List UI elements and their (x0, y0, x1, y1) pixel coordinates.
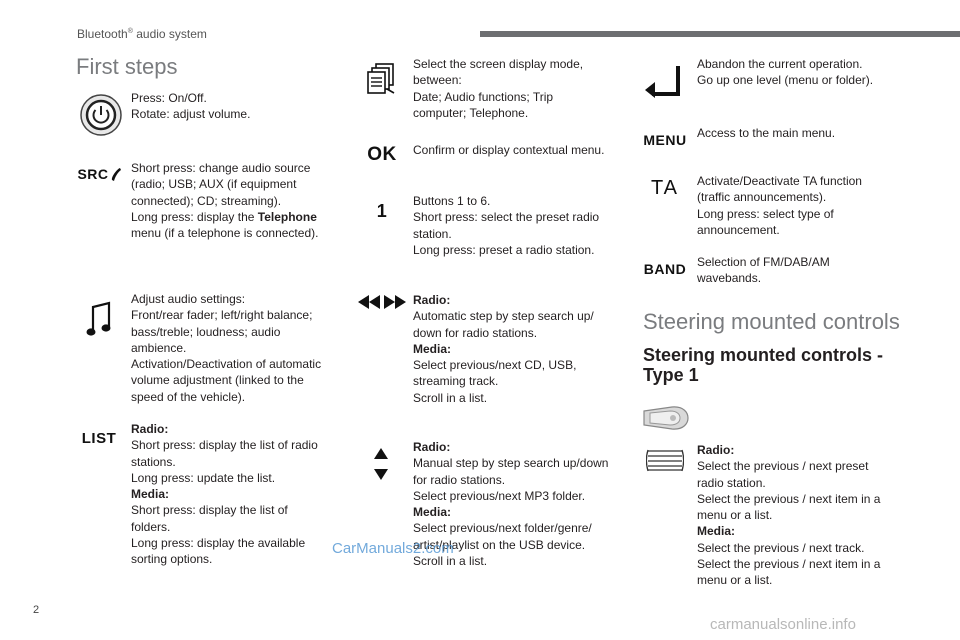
ta-button-icon: TA (650, 176, 680, 199)
page-number: 2 (33, 604, 40, 616)
ok-button-icon: OK (367, 144, 397, 165)
power-description: Press: On/Off. Rotate: adjust volume. (131, 91, 251, 122)
src-description: Short press: change audio source (radio; USB; AUX (if equipment connected); CD; streaming). Long press: display the Telephone menu (if a telephone is connected). (131, 161, 319, 241)
back-return-icon (643, 63, 685, 99)
display-mode-icon (366, 62, 396, 96)
list-description: Radio: Short press: display the list of radio stations. Long press: update the list. Media: Short press: display the list of folders. Long press: display the available sorting options. (131, 422, 318, 567)
preset-number-icon: 1 (376, 200, 388, 221)
steering-type1-heading: Steering mounted controls - Type 1 (643, 345, 884, 385)
ok-description: Confirm or display contextual menu. (413, 143, 605, 157)
watermark-carmanuals2[interactable]: CarManuals2.com (332, 540, 454, 557)
steering-controls-heading: Steering mounted controls (643, 309, 900, 334)
watermark-carmanualsonline[interactable]: carmanualsonline.info (710, 616, 856, 633)
band-button-icon: BAND (643, 261, 687, 277)
music-note-icon (84, 300, 114, 340)
band-description: Selection of FM/DAB/AM wavebands. (697, 255, 830, 286)
display-mode-description: Select the screen display mode, between: Date; Audio functions; Trip computer; Telephone. (413, 57, 584, 120)
running-header: Bluetooth® audio system (77, 27, 207, 41)
audio-settings-description: Adjust audio settings: Front/rear fader; left/right balance; bass/treble; loudness; audio ambience. Activation/Deactivation of automatic volume adjustment (linked to the speed of the vehicle). (131, 292, 322, 404)
thumbwheel-description: Radio: Select the previous / next preset radio station. Select the previous / next item in a menu or a list. Media: Select the previous / next track. Select the previous / next item in a menu or a list. (697, 443, 881, 588)
menu-button-icon: MENU (643, 132, 687, 148)
ta-description: Activate/Deactivate TA function (traffic announcements). Long press: select type of announcement. (697, 174, 862, 237)
src-telephone-icon: SRC (75, 163, 125, 185)
preset-buttons-description: Buttons 1 to 6. Short press: select the preset radio station. Long press: preset a radio station. (413, 194, 600, 257)
manual-search-description: Radio: Manual step by step search up/down for radio stations. Select previous/next MP3 folder. Media: Select previous/next folder/genre/ artist/playlist on the USB device. Scroll in a list. (413, 440, 609, 569)
first-steps-heading: First steps (76, 54, 178, 79)
list-button-icon: LIST (81, 429, 117, 447)
menu-description: Access to the main menu. (697, 126, 836, 140)
seek-arrows-icon (356, 292, 408, 312)
power-knob-icon (78, 92, 124, 138)
back-description: Abandon the current operation. Go up one level (menu or folder). (697, 57, 874, 88)
thumbwheel-icon (645, 447, 685, 473)
up-down-arrows-icon (371, 446, 391, 482)
steering-stalk-icon (641, 402, 691, 434)
header-bar (480, 31, 960, 37)
seek-description: Radio: Automatic step by step search up/ down for radio stations. Media: Select previous/next CD, USB, streaming track. Scroll in a list. (413, 293, 594, 405)
